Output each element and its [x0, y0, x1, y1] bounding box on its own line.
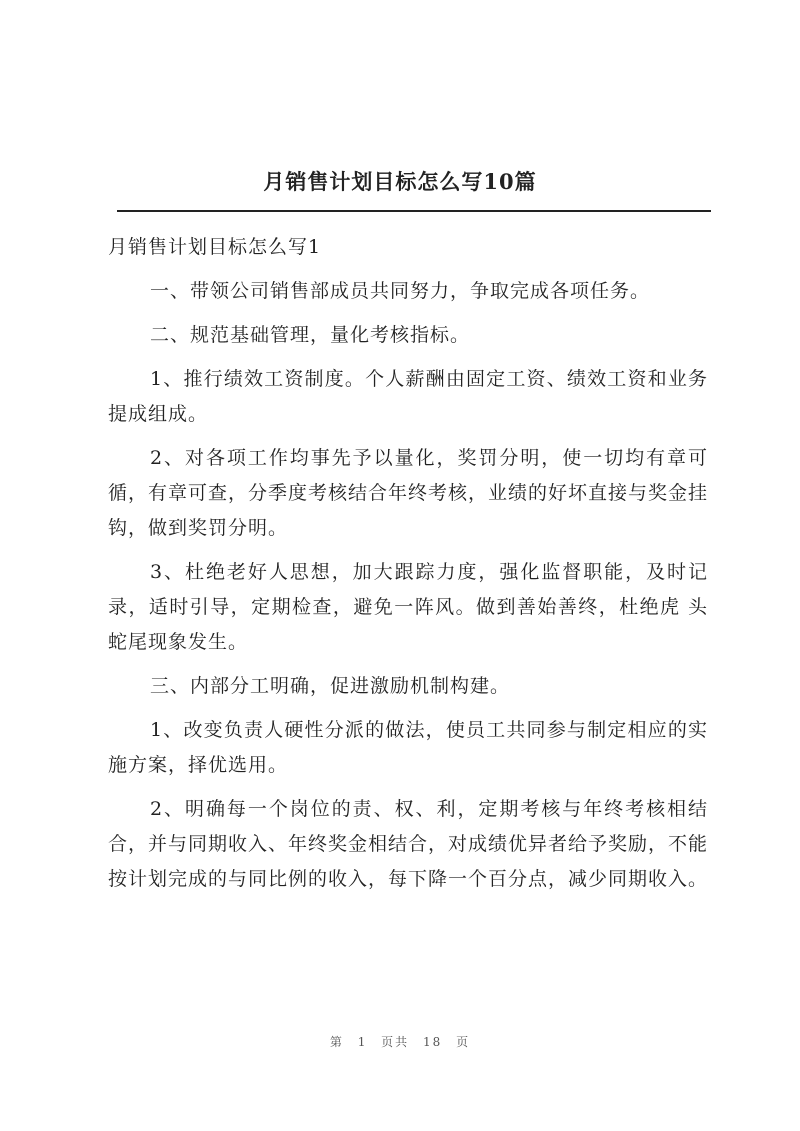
paragraph-2: 二、规范基础管理，量化考核指标。: [150, 324, 471, 346]
paragraph-3: 1、推行绩效工资制度。个人薪酬由固定工资、绩效工资和业务提成组成。: [108, 368, 708, 425]
paragraph-1: 一、带领公司销售部成员共同努力，争取完成各项任务。: [150, 280, 651, 302]
paragraph-5: 3、杜绝老好人思想，加大跟踪力度，强化监督职能，及时记录，适时引导，定期检查，避免一阵风。做到善始善终，杜绝虎 头蛇尾现象发生。: [108, 561, 708, 653]
document-body: [108, 230, 708, 906]
document-title: 月销售计划目标怎么写10篇: [263, 169, 537, 194]
section-heading: 月销售计划目标怎么写1: [108, 236, 322, 258]
paragraph-6: 三、内部分工明确，促进激励机制构建。: [150, 675, 511, 697]
page-number-footer: 第 1 页共 18 页: [329, 1035, 471, 1049]
paragraph-8: 2、明确每一个岗位的责、权、利，定期考核与年终考核相结合，并与同期收入、年终奖金相结合，对成绩优异者给予奖励，不能按计划完成的与同比例的收入，每下降一个百分点，减少同期收入。: [108, 798, 709, 890]
title-divider: [117, 210, 711, 212]
paragraph-7: 1、改变负责人硬性分派的做法，使员工共同参与制定相应的实施方案，择优选用。: [108, 719, 708, 776]
paragraph-4: 2、对各项工作均事先予以量化，奖罚分明，使一切均有章可循，有章可查，分季度考核结合年终考核，业绩的好坏直接与奖金挂钩，做到奖罚分明。: [108, 447, 709, 539]
